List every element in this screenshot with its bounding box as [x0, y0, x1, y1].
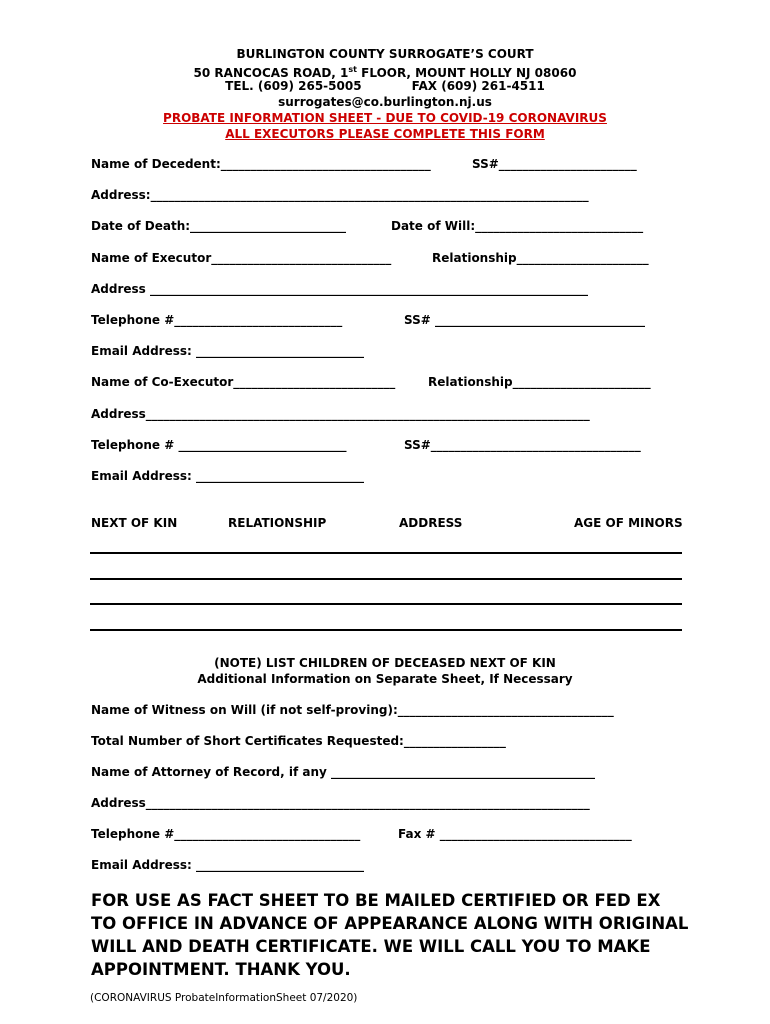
executor-ss-field[interactable]: SS# ___________________________________	[404, 313, 645, 327]
coexecutor-ss-field[interactable]: SS#___________________________________	[404, 438, 641, 452]
date-of-death-field[interactable]: Date of Death:__________________________	[91, 219, 347, 233]
attorney-email-row[interactable]	[91, 858, 681, 874]
form-subtitle: ALL EXECUTORS PLEASE COMPLETE THIS FORM	[225, 127, 545, 141]
kin-col-age: AGE OF MINORS	[574, 516, 683, 530]
court-name: BURLINGTON COUNTY SURROGATE’S COURT	[236, 47, 534, 61]
executor-name-row[interactable]	[91, 251, 681, 267]
kin-table-header	[91, 516, 681, 532]
executor-address-field[interactable]: Address _________________________________________________________________________	[91, 282, 588, 296]
court-email: surrogates@co.burlington.nj.us	[278, 95, 492, 109]
coexecutor-address-field[interactable]: Address__________________________________________________________________________	[91, 407, 590, 421]
kin-entry-line[interactable]	[90, 578, 682, 580]
kin-col-relationship: RELATIONSHIP	[228, 516, 327, 530]
coexecutor-phone-field[interactable]: Telephone # ____________________________	[91, 438, 347, 452]
coexecutor-relationship-field[interactable]: Relationship_______________________	[428, 375, 651, 389]
form-title: PROBATE INFORMATION SHEET - DUE TO COVID-19 CORONAVIRUS	[163, 111, 607, 125]
kin-entry-line[interactable]	[90, 603, 682, 605]
coexecutor-address-row[interactable]	[91, 407, 681, 423]
decedent-name-row[interactable]	[91, 157, 681, 173]
certificates-row[interactable]	[91, 734, 681, 750]
attorney-fax-field[interactable]: Fax # ________________________________	[398, 827, 632, 841]
attorney-address-field[interactable]: Address__________________________________________________________________________	[91, 796, 590, 810]
coexecutor-phone-row[interactable]	[91, 438, 681, 454]
attorney-row[interactable]	[91, 765, 681, 781]
dates-row[interactable]	[91, 219, 681, 235]
kin-entry-line[interactable]	[90, 552, 682, 554]
executor-phone-row[interactable]	[91, 313, 681, 329]
executor-relationship-field[interactable]: Relationship______________________	[432, 251, 649, 265]
attorney-phone-field[interactable]: Telephone #_______________________________	[91, 827, 361, 841]
closing-instructions: FOR USE AS FACT SHEET TO BE MAILED CERTIFIED OR FED EX TO OFFICE IN ADVANCE OF APPEARANCE ALONG WITH ORIGINAL WILL AND DEATH CERTIFICATE. WE WILL CALL YOU TO MAKE APPOINTMENT. THANK YOU.	[91, 891, 689, 979]
court-phone-fax: TEL. (609) 265-5005 FAX (609) 261-4511	[225, 79, 545, 93]
decedent-address-row[interactable]	[91, 188, 681, 204]
executor-address-row[interactable]	[91, 282, 681, 298]
coexecutor-email-field[interactable]: Email Address: ____________________________	[91, 469, 364, 483]
kin-col-address: ADDRESS	[399, 516, 463, 530]
executor-phone-field[interactable]: Telephone #____________________________	[91, 313, 343, 327]
decedent-address-field[interactable]: Address:_________________________________________________________________________	[91, 188, 589, 202]
form-footer: (CORONAVIRUS ProbateInformationSheet 07/2020)	[90, 992, 358, 1004]
decedent-name-field[interactable]: Name of Decedent:___________________________________	[91, 157, 431, 171]
note-subtext: Additional Information on Separate Sheet, If Necessary	[197, 672, 573, 686]
attorney-field[interactable]: Name of Attorney of Record, if any ____________________________________________	[91, 765, 595, 779]
decedent-ss-field[interactable]: SS#_______________________	[472, 157, 637, 171]
court-address: 50 RANCOCAS ROAD, 1st FLOOR, MOUNT HOLLY NJ 08060	[193, 65, 577, 80]
certificates-field[interactable]: Total Number of Short Certificates Requested:_________________	[91, 734, 506, 748]
coexecutor-name-row[interactable]	[91, 375, 681, 391]
attorney-email-field[interactable]: Email Address: ____________________________	[91, 858, 364, 872]
executor-name-field[interactable]: Name of Executor______________________________	[91, 251, 392, 265]
date-of-will-field[interactable]: Date of Will:____________________________	[391, 219, 644, 233]
witness-row[interactable]	[91, 703, 681, 719]
coexecutor-email-row[interactable]	[91, 469, 681, 485]
executor-email-field[interactable]: Email Address: ____________________________	[91, 344, 364, 358]
executor-email-row[interactable]	[91, 344, 681, 360]
note-heading: (NOTE) LIST CHILDREN OF DECEASED NEXT OF KIN	[214, 656, 556, 670]
kin-col-name: NEXT OF KIN	[91, 516, 178, 530]
witness-field[interactable]: Name of Witness on Will (if not self-proving):____________________________________	[91, 703, 614, 717]
attorney-address-row[interactable]	[91, 796, 681, 812]
coexecutor-name-field[interactable]: Name of Co-Executor___________________________	[91, 375, 396, 389]
attorney-phone-row[interactable]	[91, 827, 681, 843]
kin-entry-line[interactable]	[90, 629, 682, 631]
